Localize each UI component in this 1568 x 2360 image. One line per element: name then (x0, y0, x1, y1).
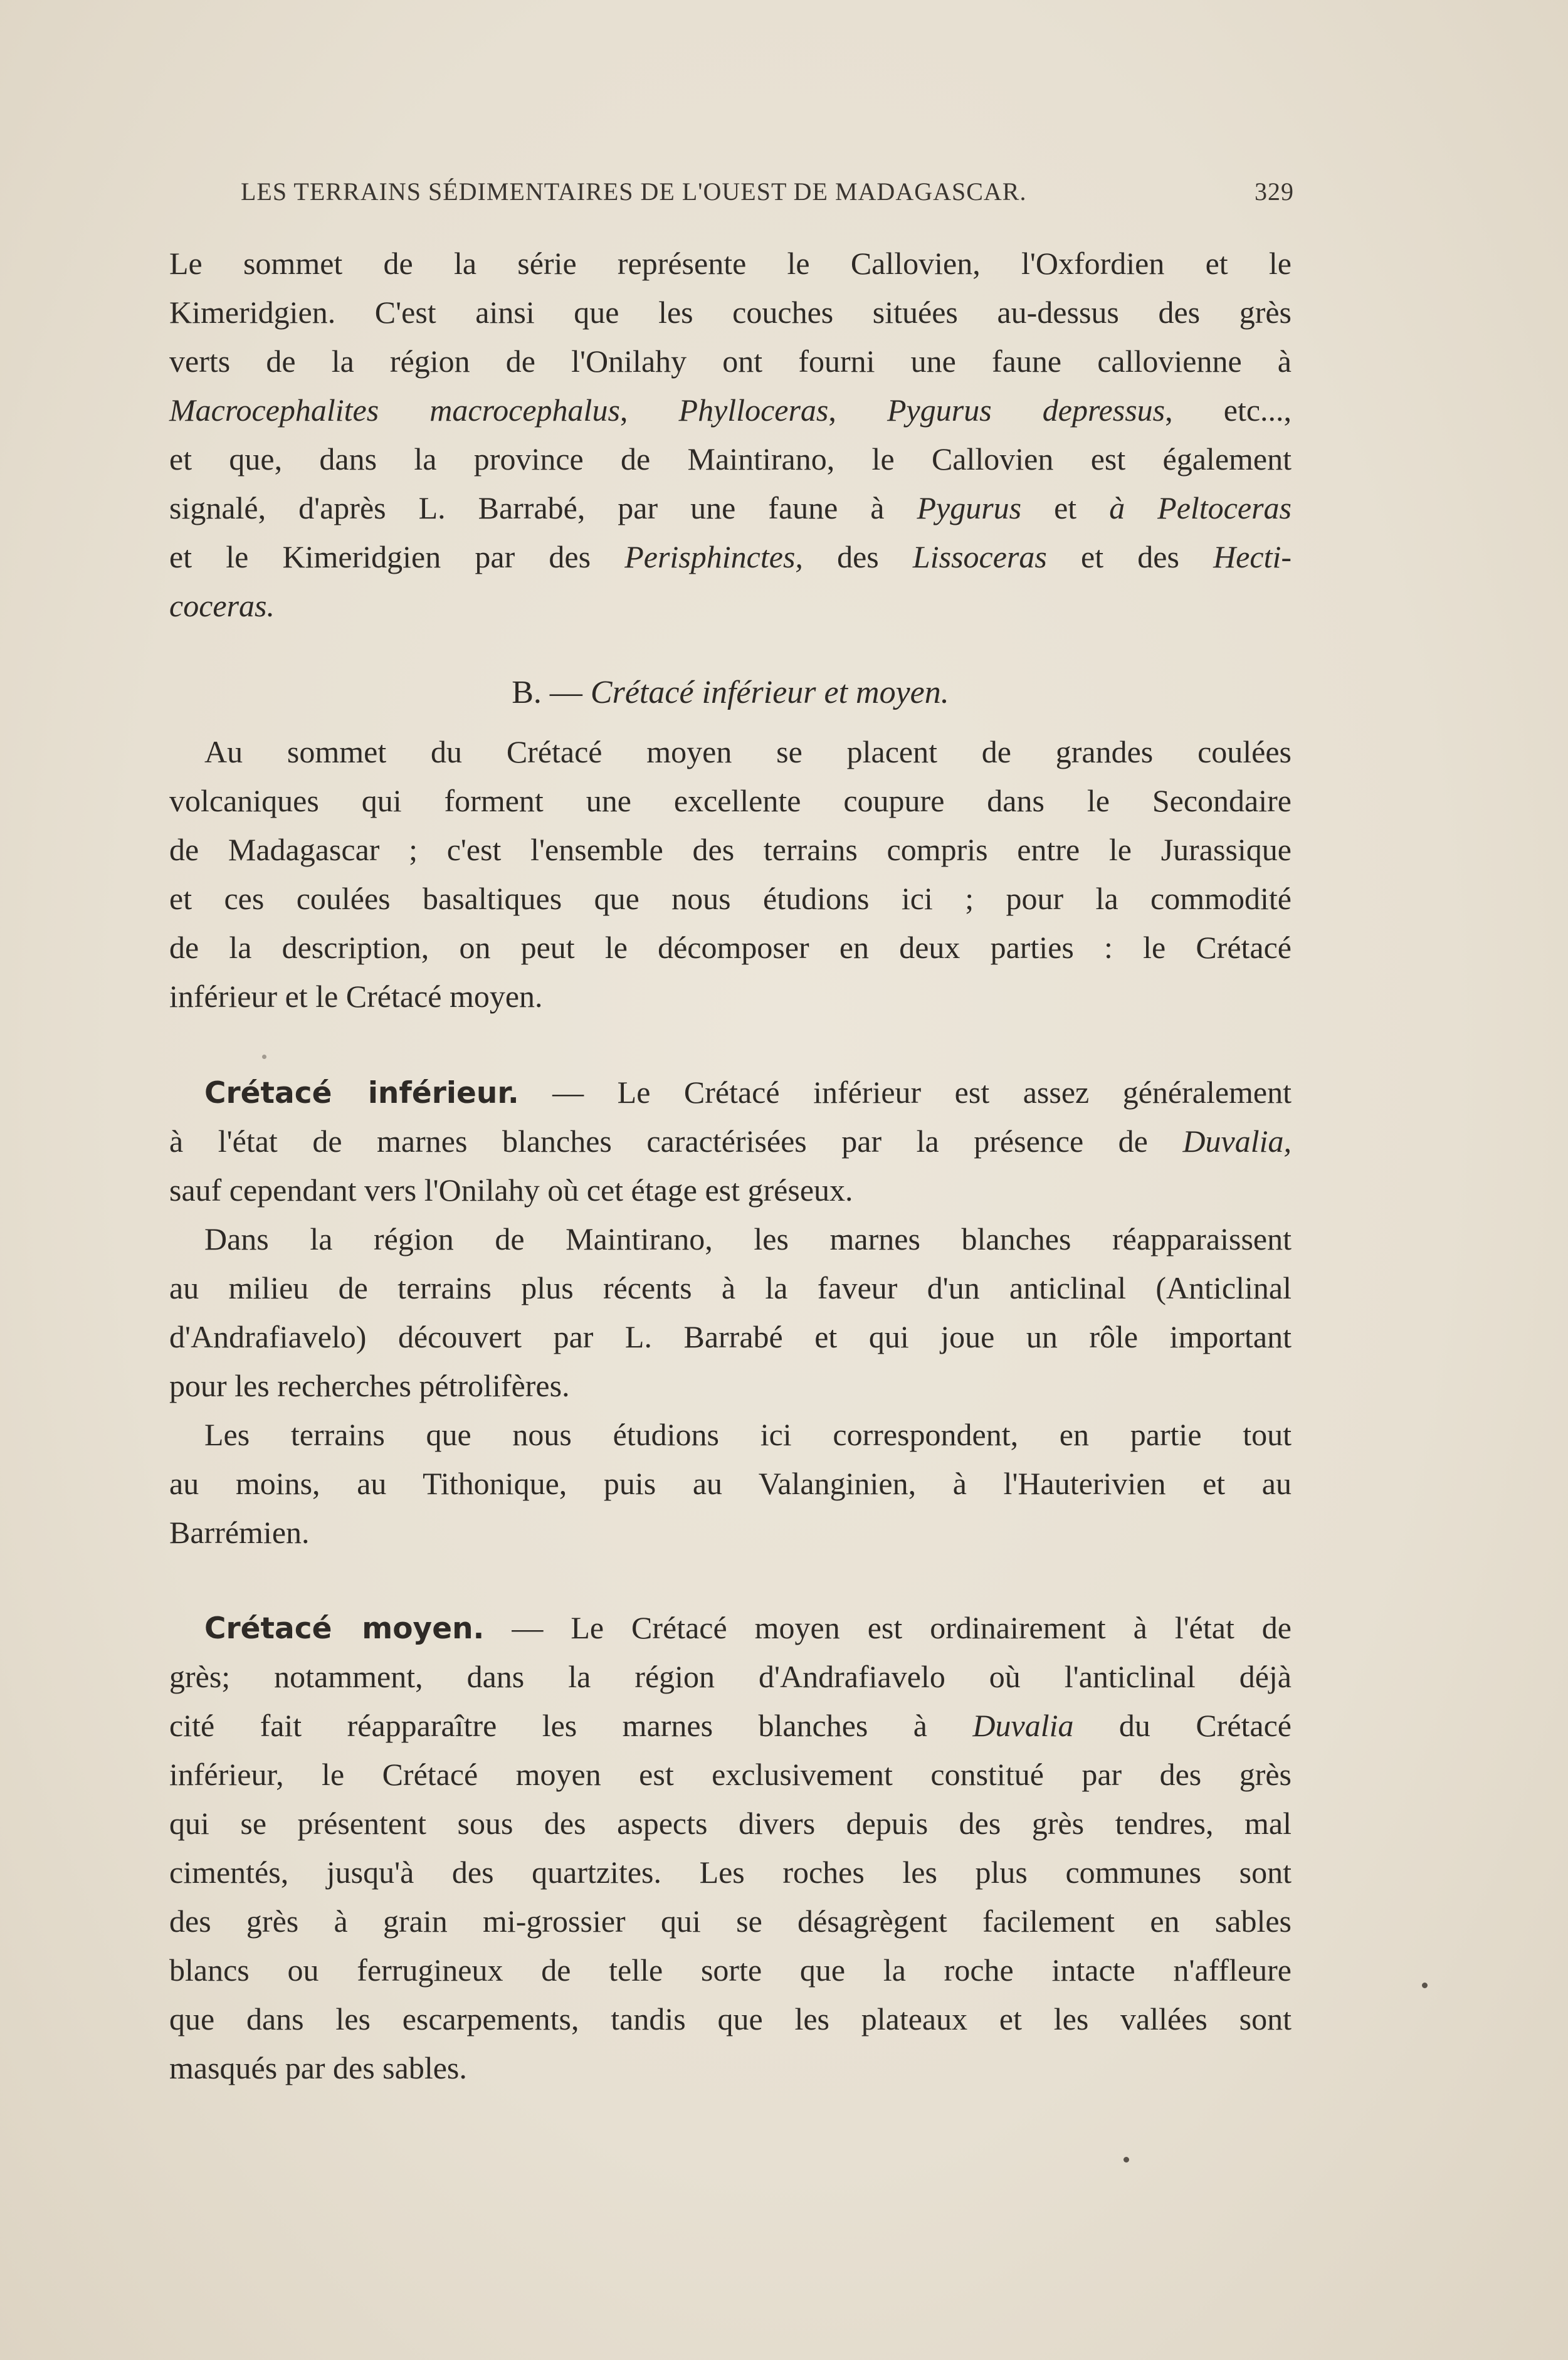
paragraph-jurassic-line-5: et que, dans la province de Maintirano, le Callovien est également (169, 441, 1292, 477)
paragraph-jurassic-line-2: Kimeridgien. C'est ainsi que les couches situées au-dessus des grès (169, 295, 1292, 330)
paragraph-middle-cretaceous-line-3: cité fait réapparaître les marnes blanches à Duvalia du Crétacé (169, 1708, 1292, 1743)
paragraph-maintirano-line-2: au milieu de terrains plus récents à la faveur d'un anticlinal (Anticlinal (169, 1270, 1292, 1305)
paragraph-intro-line-6: inférieur et le Crétacé moyen. (169, 979, 543, 1014)
paragraph-middle-cretaceous-line-9: que dans les escarpements, tandis que les plateaux et les vallées sont (169, 2001, 1292, 2036)
paragraph-lower-cretaceous-line-1: Crétacé inférieur. — Le Crétacé inférieur est assez généralement (204, 1075, 1292, 1110)
page-number: 329 (1255, 177, 1294, 206)
paragraph-lower-cretaceous-line-2: à l'état de marnes blanches caractérisées par la présence de Duvalia, (169, 1124, 1292, 1159)
scan-speck (1123, 2157, 1129, 2162)
paragraph-middle-cretaceous-line-7: des grès à grain mi-grossier qui se désagrègent facilement en sables (169, 1904, 1292, 1939)
paragraph-intro-line-3: de Madagascar ; c'est l'ensemble des terrains compris entre le Jurassique (169, 832, 1292, 867)
paragraph-jurassic-line-4: Macrocephalites macrocephalus, Phylloceras, Pygurus depressus, etc..., (169, 392, 1292, 428)
paragraph-jurassic-line-6: signalé, d'après L. Barrabé, par une faune à Pygurus et à Peltoceras (169, 490, 1292, 525)
paragraph-jurassic-line-3: verts de la région de l'Onilahy ont fourni une faune callovienne à (169, 344, 1292, 379)
subheading-lower-cretaceous: Crétacé inférieur. (204, 1076, 519, 1110)
scan-speck (1422, 1983, 1428, 1988)
paragraph-middle-cretaceous-line-6: cimentés, jusqu'à des quartzites. Les roches les plus communes sont (169, 1855, 1292, 1890)
subheading-middle-cretaceous: Crétacé moyen. (204, 1611, 485, 1646)
paragraph-middle-cretaceous-line-5: qui se présentent sous des aspects divers depuis des grès tendres, mal (169, 1806, 1292, 1841)
running-header (241, 177, 1294, 206)
paragraph-middle-cretaceous-line-10: masqués par des sables. (169, 2050, 467, 2085)
paragraph-maintirano-line-4: pour les recherches pétrolifères. (169, 1368, 570, 1403)
paragraph-intro-line-2: volcaniques qui forment une excellente coupure dans le Secondaire (169, 783, 1292, 818)
section-heading-b: B. — Crétacé inférieur et moyen. (512, 675, 949, 710)
paragraph-middle-cretaceous-line-2: grès; notamment, dans la région d'Andrafiavelo où l'anticlinal déjà (169, 1659, 1292, 1694)
paragraph-middle-cretaceous-line-8: blancs ou ferrugineux de telle sorte que la roche intacte n'affleure (169, 1952, 1292, 1988)
paragraph-maintirano-line-1: Dans la région de Maintirano, les marnes blanches réapparaissent (204, 1221, 1292, 1256)
paragraph-jurassic-line-7: et le Kimeridgien par des Perisphinctes, des Lissoceras et des Hecti- (169, 539, 1292, 574)
paragraph-stages-line-3: Barrémien. (169, 1515, 310, 1550)
paragraph-jurassic-line-1: Le sommet de la série représente le Callovien, l'Oxfordien et le (169, 246, 1292, 281)
scan-speck (262, 1055, 266, 1059)
paragraph-intro-line-4: et ces coulées basaltiques que nous étudions ici ; pour la commodité (169, 881, 1292, 916)
paragraph-intro-line-1: Au sommet du Crétacé moyen se placent de grandes coulées (204, 734, 1292, 769)
paragraph-middle-cretaceous-line-1: Crétacé moyen. — Le Crétacé moyen est ordinairement à l'état de (204, 1610, 1292, 1646)
paragraph-stages-line-2: au moins, au Tithonique, puis au Valanginien, à l'Hauterivien et au (169, 1466, 1292, 1501)
paragraph-intro-line-5: de la description, on peut le décomposer en deux parties : le Crétacé (169, 930, 1292, 965)
paragraph-jurassic-line-8: coceras. (169, 588, 275, 623)
paragraph-lower-cretaceous-line-3: sauf cependant vers l'Onilahy où cet étage est gréseux. (169, 1172, 853, 1208)
paragraph-maintirano-line-3: d'Andrafiavelo) découvert par L. Barrabé et qui joue un rôle important (169, 1319, 1292, 1354)
header-title: LES TERRAINS SÉDIMENTAIRES DE L'OUEST DE MADAGASCAR. (241, 177, 1027, 206)
paragraph-middle-cretaceous-line-4: inférieur, le Crétacé moyen est exclusivement constitué par des grès (169, 1757, 1292, 1792)
paragraph-stages-line-1: Les terrains que nous étudions ici correspondent, en partie tout (204, 1417, 1292, 1452)
